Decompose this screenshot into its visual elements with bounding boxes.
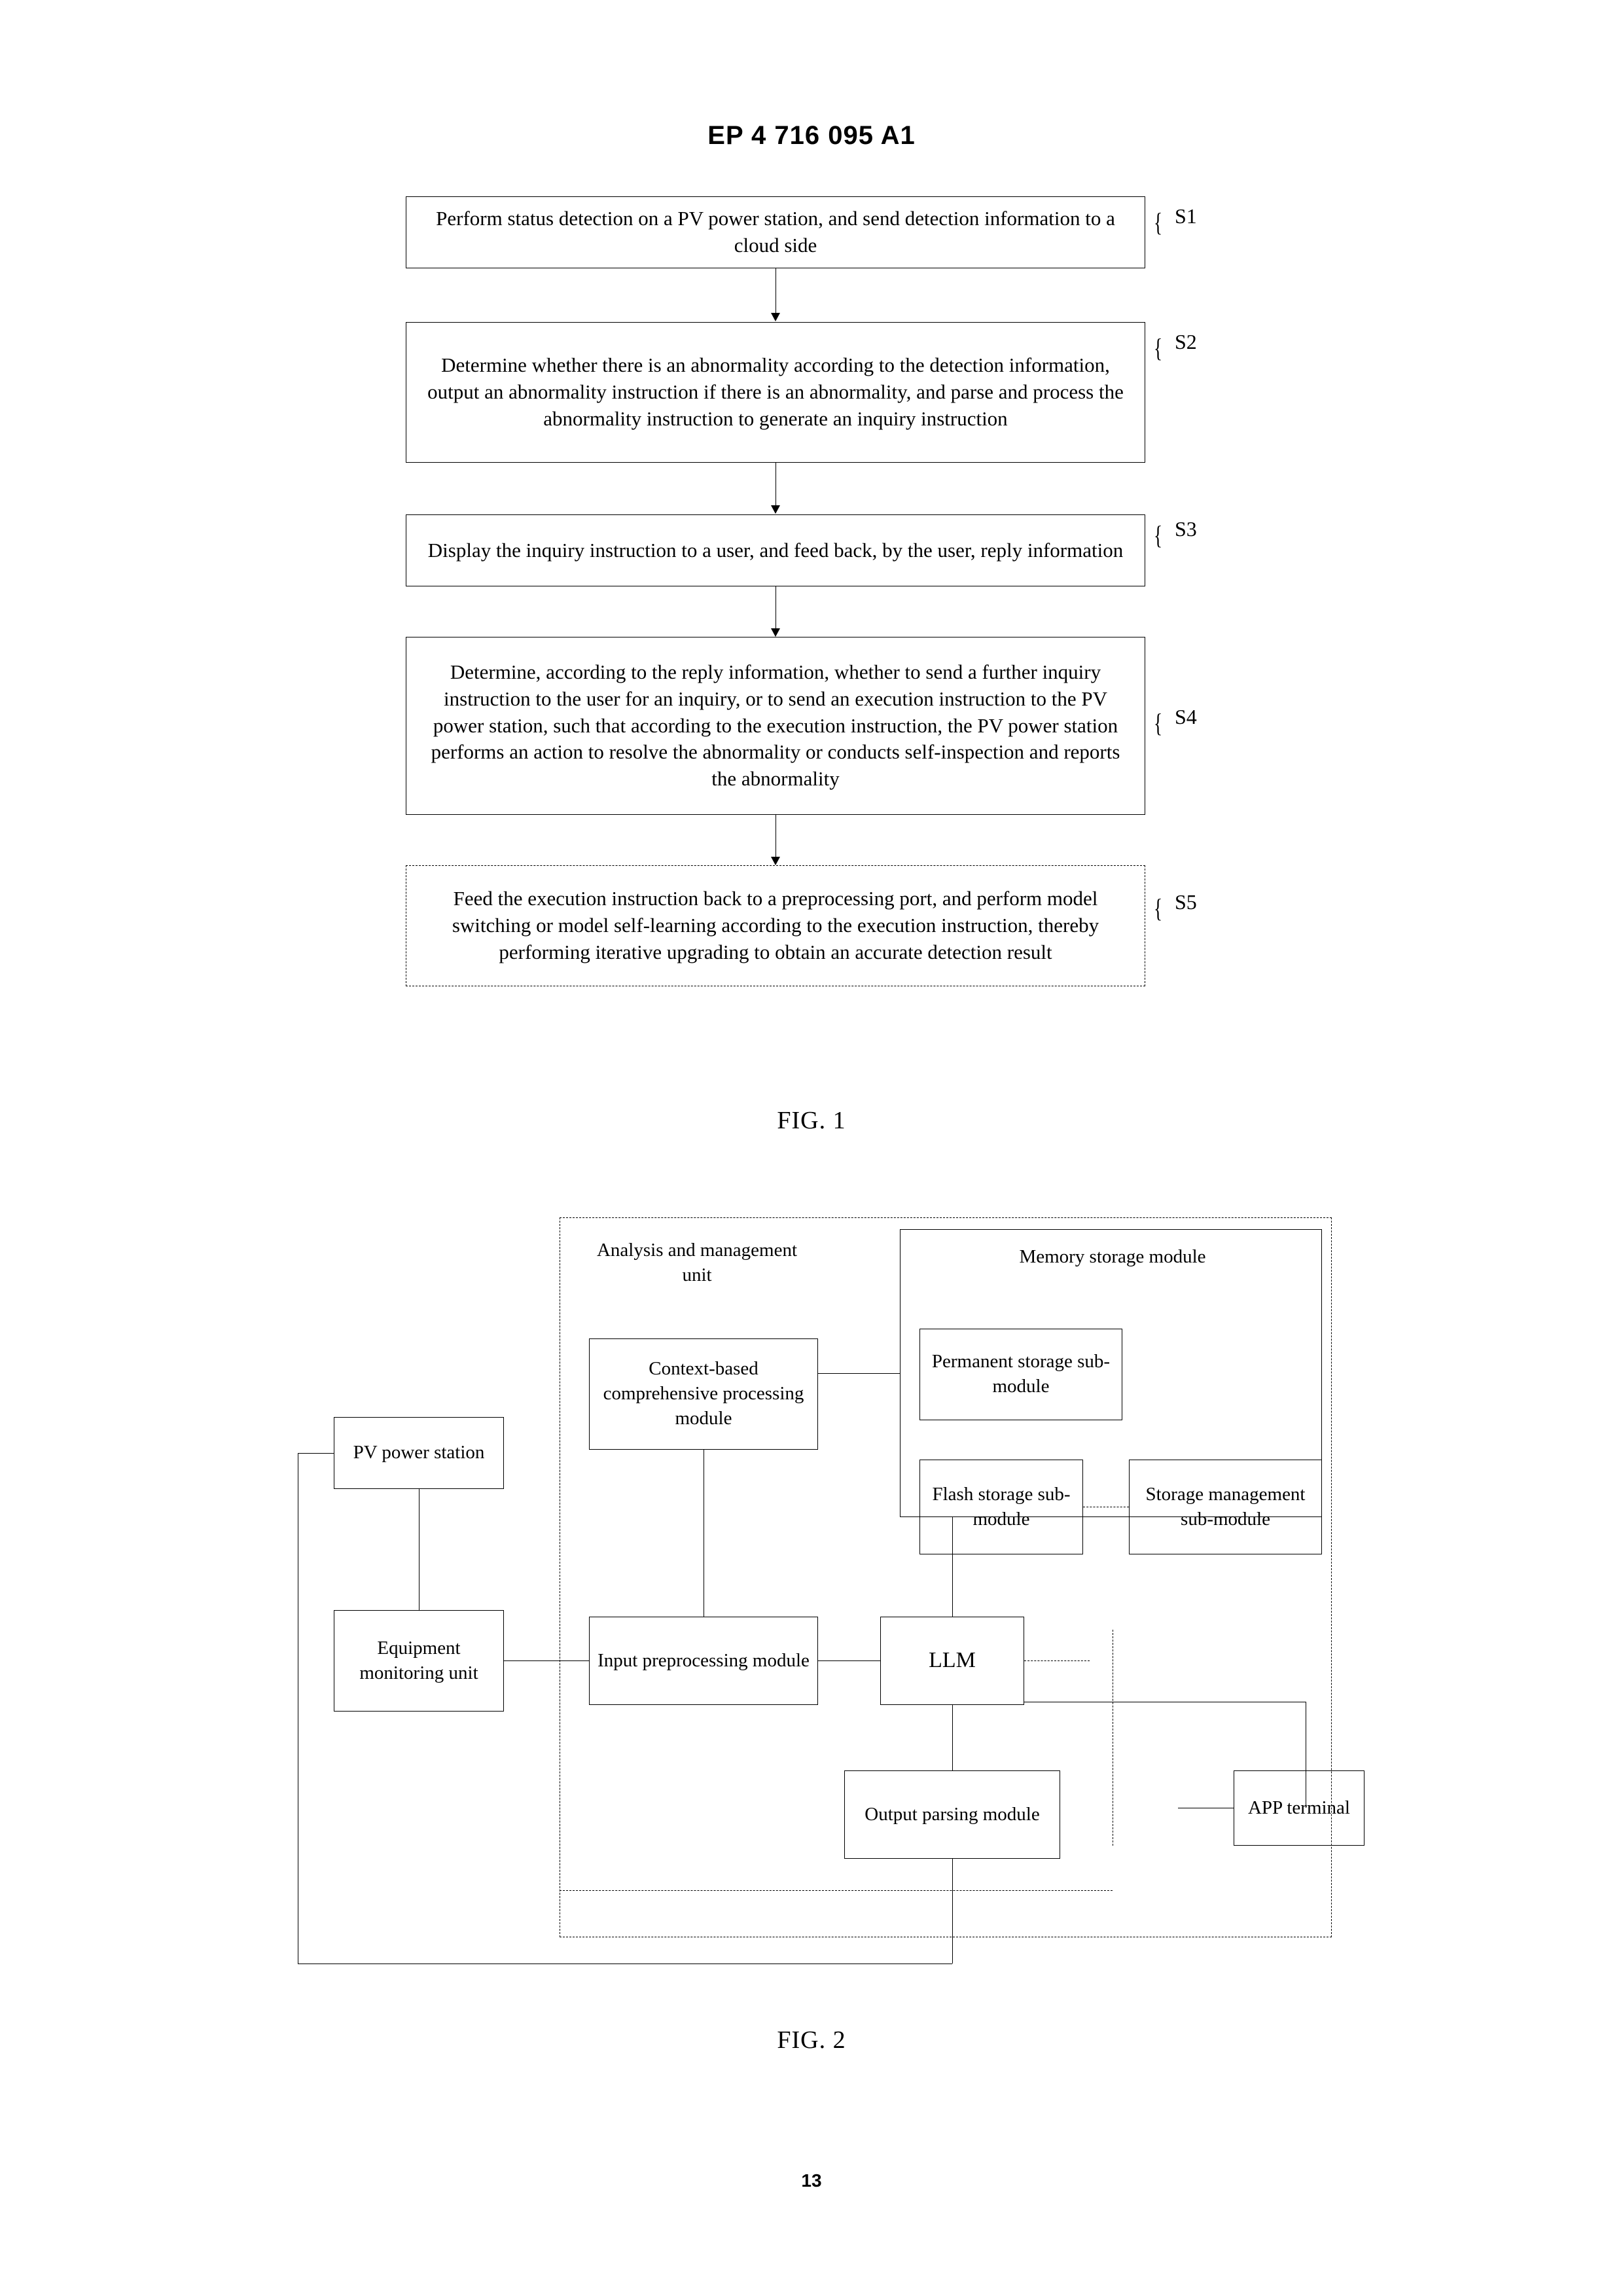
connector-context-memory <box>818 1373 900 1374</box>
step-label-s3: S3 <box>1175 517 1197 541</box>
llm-module: LLM <box>880 1617 1024 1705</box>
memory-storage-module-label: Memory storage module <box>1019 1246 1206 1267</box>
pv-power-station: PV power station <box>334 1417 504 1489</box>
step-brace-s1: { <box>1153 207 1163 237</box>
step-label-s5: S5 <box>1175 890 1197 914</box>
flow-step-s1 <box>406 196 1145 268</box>
publication-number: EP 4 716 095 A1 <box>707 121 916 150</box>
equipment-monitoring-unit: Equipment monitoring unit <box>334 1610 504 1712</box>
step-label-s1: S1 <box>1175 204 1197 228</box>
flow-step-s3 <box>406 514 1145 586</box>
connector-llm-app-h <box>1024 1660 1090 1661</box>
storage-management-submodule: Storage management sub-module <box>1129 1460 1322 1554</box>
context-processing-module: Context-based comprehensive processing module <box>589 1338 818 1450</box>
figure-2-caption: FIG. 2 <box>777 2026 846 2054</box>
flow-step-s5 <box>406 865 1145 986</box>
connector-equipment-input <box>504 1660 589 1661</box>
connector-s2-s3-arrowhead <box>771 505 780 514</box>
feedback-loop-down <box>952 1859 953 1964</box>
feedback-loop-to-pv <box>298 1453 334 1454</box>
connector-llm-memory <box>952 1517 953 1617</box>
step-label-s4: S4 <box>1175 705 1197 728</box>
page-number: 13 <box>801 2170 822 2191</box>
flow-step-s4 <box>406 637 1145 815</box>
step-brace-s4: { <box>1153 708 1163 738</box>
flow-step-s2 <box>406 322 1145 463</box>
flash-storage-submodule: Flash storage sub-module <box>919 1460 1083 1554</box>
output-parsing-module: Output parsing module <box>844 1770 1060 1859</box>
connector-llm-output <box>952 1705 953 1770</box>
step-label-s2: S2 <box>1175 330 1197 353</box>
step-brace-s5: { <box>1153 893 1163 923</box>
flow-step-s4-text: Determine, according to the reply information, whether to send a further inquiry instruction to the user for an inquiry, or to send an execution instruction to the PV power station, such that according to the execution instruction, the PV power station performs an action to resolve the abnormality or conducts self-inspection and reports the abnormality <box>431 660 1120 791</box>
connector-s4-s5-arrowhead <box>771 857 780 865</box>
figure-1-caption: FIG. 1 <box>777 1107 846 1134</box>
input-preprocessing-module: Input preprocessing module <box>589 1617 818 1705</box>
dashed-frame-bottom <box>560 1890 1113 1891</box>
step-brace-s3: { <box>1153 520 1163 550</box>
analysis-management-unit-label: Analysis and management unit <box>596 1240 798 1285</box>
connector-s1-s2-arrowhead <box>771 313 780 321</box>
step-brace-s2: { <box>1153 333 1163 363</box>
figure-2 <box>0 1204 1623 2009</box>
flow-step-s2-text: Determine whether there is an abnormality according to the detection information, output an abnormality instruction if there is an abnormality, and parse and process the abnormality instruction to generate an inquiry instruction <box>427 353 1124 430</box>
flow-step-s3-text: Display the inquiry instruction to a user, and feed back, by the user, reply information <box>427 538 1124 562</box>
connector-s3-s4-arrowhead <box>771 628 780 637</box>
connector-input-llm <box>818 1660 880 1661</box>
flow-step-s5-text: Feed the execution instruction back to a preprocessing port, and perform model switching or model self-learning according to the execution instruction, thereby performing iterative upgrading to obtain an accurate detection result <box>452 887 1099 963</box>
permanent-storage-submodule: Permanent storage sub-module <box>919 1329 1122 1420</box>
flow-step-s1-text: Perform status detection on a PV power station, and send detection information to a cloud side <box>436 207 1115 257</box>
app-terminal: APP terminal <box>1234 1770 1364 1846</box>
